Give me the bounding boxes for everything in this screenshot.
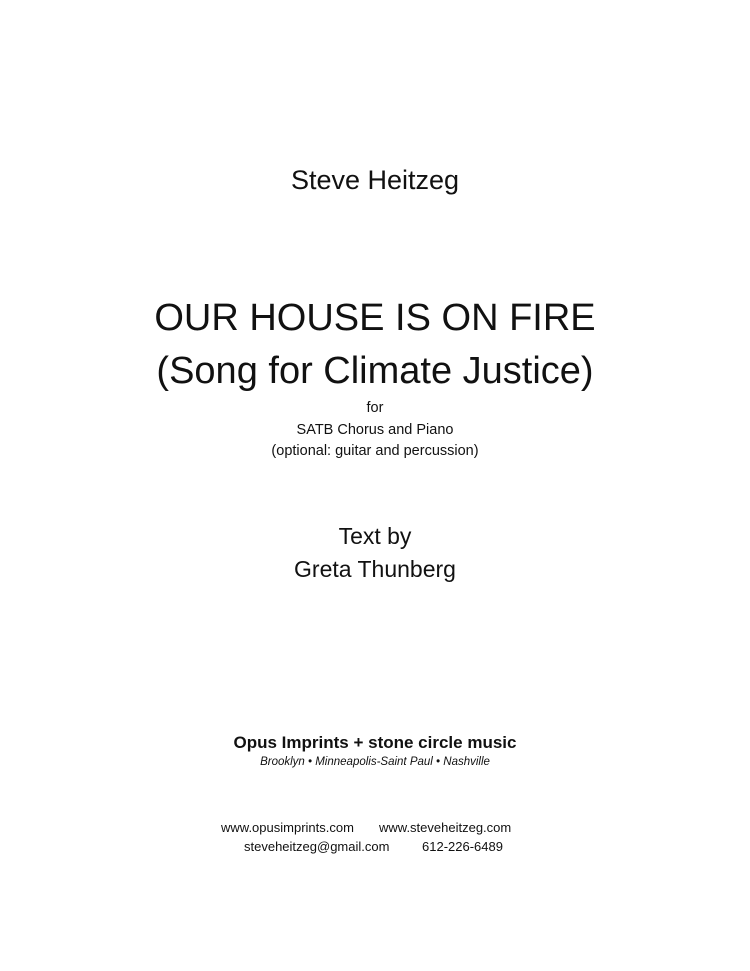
work-subtitle: (Song for Climate Justice): [156, 350, 594, 392]
publisher-cities: Brooklyn • Minneapolis-Saint Paul • Nashville: [260, 756, 490, 768]
work-title: OUR HOUSE IS ON FIRE: [154, 297, 596, 339]
text-author: Greta Thunberg: [294, 556, 456, 582]
instrumentation-scoring: SATB Chorus and Piano: [296, 422, 454, 438]
website-opus-imprints[interactable]: www.opusimprints.com: [221, 820, 354, 835]
composer-name: Steve Heitzeg: [290, 165, 460, 195]
contact-phone: 612-226-6489: [422, 839, 503, 854]
publisher-name: Opus Imprints + stone circle music: [233, 733, 517, 752]
contact-email[interactable]: steveheitzeg@gmail.com: [244, 839, 390, 854]
text-credit-label: Text by: [338, 523, 412, 549]
website-steve-heitzeg[interactable]: www.steveheitzeg.com: [379, 820, 512, 835]
instrumentation-for: for: [366, 400, 384, 416]
instrumentation-optional: (optional: guitar and percussion): [271, 443, 479, 459]
